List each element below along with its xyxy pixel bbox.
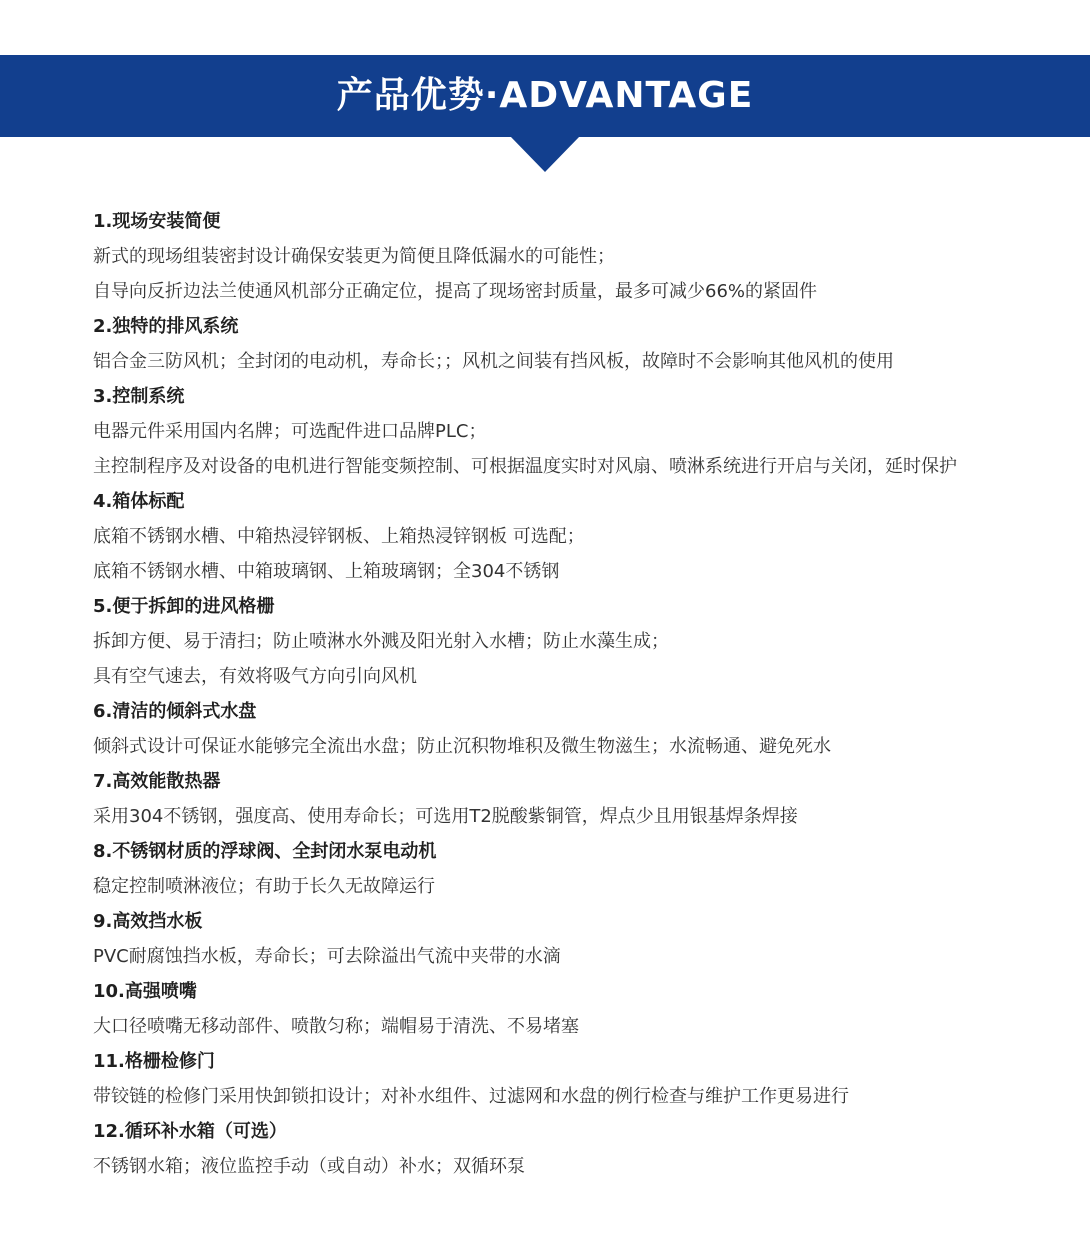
advantage-text: PVC耐腐蚀挡水板，寿命长；可去除溢出气流中夹带的水滴 [93,946,561,967]
advantage-heading: 5.便于拆卸的进风格栅 [93,596,275,617]
advantage-text: 具有空气速去，有效将吸气方向引向风机 [93,666,417,687]
advantage-heading: 10.高强喷嘴 [93,981,197,1002]
advantage-item [93,1114,1003,1184]
advantage-text: 电器元件采用国内名牌；可选配件进口品牌PLC； [93,421,487,442]
advantage-text: 倾斜式设计可保证水能够完全流出水盘；防止沉积物堆积及微生物滋生；水流畅通、避免死水 [93,736,831,757]
advantage-item [93,904,1003,974]
advantage-item [93,484,1003,589]
advantage-heading: 6.清洁的倾斜式水盘 [93,701,257,722]
advantage-text: 底箱不锈钢水槽、中箱热浸锌钢板、上箱热浸锌钢板 可选配； [93,526,585,547]
advantage-heading: 4.箱体标配 [93,491,185,512]
banner-pointer-arrow [510,136,580,172]
section-banner [0,55,1090,137]
advantage-heading: 3.控制系统 [93,386,185,407]
advantage-text: 大口径喷嘴无移动部件、喷散匀称；端帽易于清洗、不易堵塞 [93,1016,579,1037]
advantage-item [93,764,1003,834]
advantage-text: 主控制程序及对设备的电机进行智能变频控制、可根据温度实时对风扇、喷淋系统进行开启与关闭，延时保护 [93,456,957,477]
advantage-text: 底箱不锈钢水槽、中箱玻璃钢、上箱玻璃钢；全304不锈钢 [93,561,560,582]
advantage-heading: 8.不锈钢材质的浮球阀、全封闭水泵电动机 [93,841,437,862]
advantage-text: 新式的现场组装密封设计确保安装更为简便且降低漏水的可能性； [93,246,615,267]
advantage-list [93,204,1003,1184]
advantage-text: 带铰链的检修门采用快卸锁扣设计；对补水组件、过滤网和水盘的例行检查与维护工作更易进行 [93,1086,849,1107]
advantage-item [93,694,1003,764]
advantage-heading: 1.现场安装简便 [93,211,221,232]
advantage-item [93,974,1003,1044]
advantage-item [93,1044,1003,1114]
advantage-heading: 7.高效能散热器 [93,771,221,792]
advantage-heading: 2.独特的排风系统 [93,316,239,337]
advantage-item [93,834,1003,904]
advantage-text: 采用304不锈钢，强度高、使用寿命长；可选用T2脱酸紫铜管，焊点少且用银基焊条焊接 [93,806,798,827]
advantage-text: 稳定控制喷淋液位；有助于长久无故障运行 [93,876,435,897]
advantage-heading: 9.高效挡水板 [93,911,203,932]
advantage-item [93,204,1003,309]
advantage-item [93,309,1003,379]
advantage-text: 拆卸方便、易于清扫；防止喷淋水外溅及阳光射入水槽；防止水藻生成； [93,631,669,652]
advantage-item [93,379,1003,484]
advantage-heading: 12.循环补水箱（可选） [93,1121,287,1142]
advantage-item [93,589,1003,694]
advantage-text: 自导向反折边法兰使通风机部分正确定位，提高了现场密封质量，最多可减少66%的紧固件 [93,281,818,302]
advantage-text: 铝合金三防风机；全封闭的电动机，寿命长；；风机之间装有挡风板，故障时不会影响其他风机的使用 [93,351,894,372]
banner-title: 产品优势·ADVANTAGE [336,75,754,116]
advantage-text: 不锈钢水箱；液位监控手动（或自动）补水；双循环泵 [93,1156,525,1177]
advantage-heading: 11.格栅检修门 [93,1051,215,1072]
